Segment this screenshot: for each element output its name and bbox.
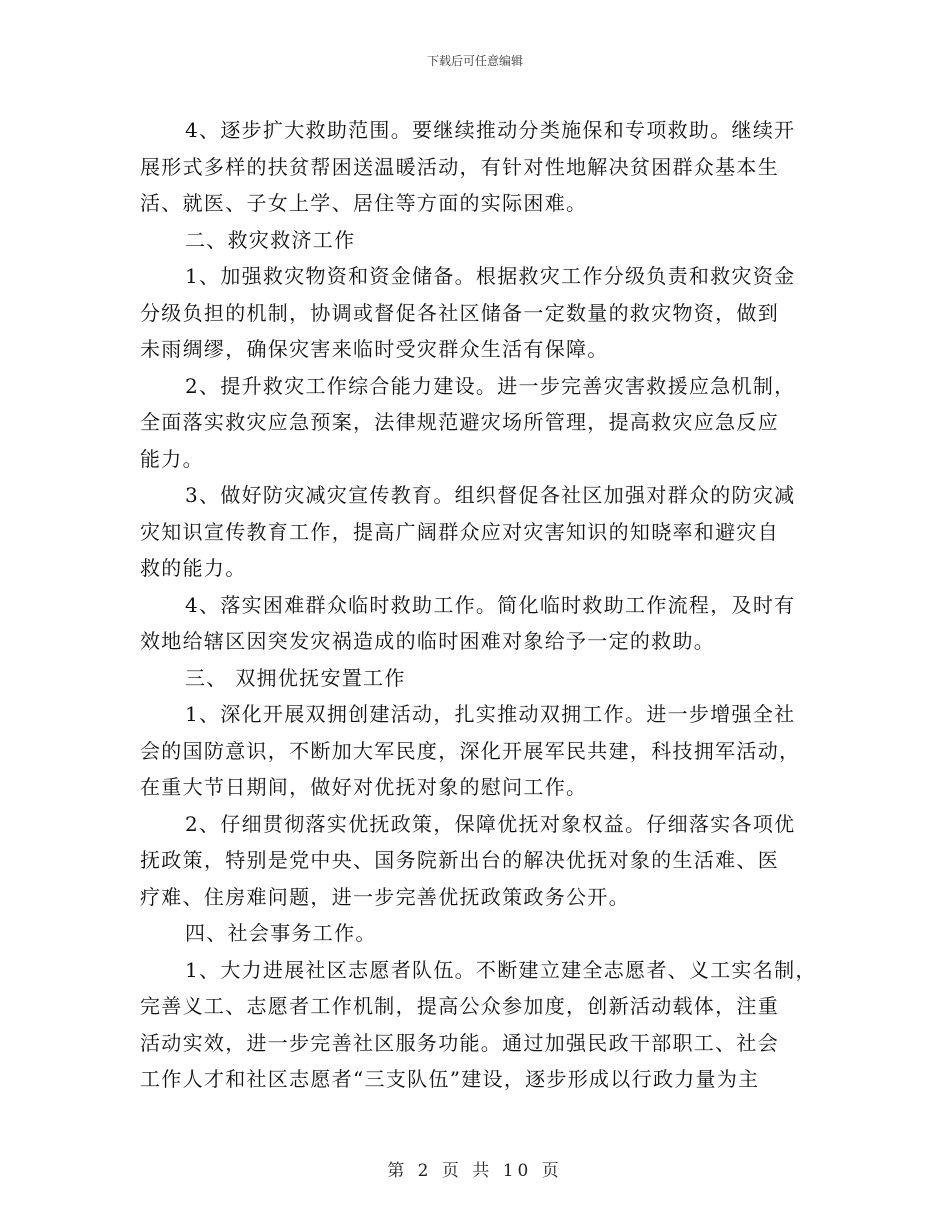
text-line: 4、落实困难群众临时救助工作。简化临时救助工作流程，及时有 <box>185 592 796 617</box>
page-number: 第 2 页 共 10 页 <box>387 1161 563 1181</box>
text-line: 1、加强救灾物资和资金储备。根据救灾工作分级负责和救灾资金 <box>185 264 796 288</box>
document-body <box>140 112 820 1098</box>
text-line: 抚政策，特别是党中央、国务院新出台的解决优抚对象的生活难、医 <box>140 848 779 872</box>
text-line: 疗难、住房难问题，进一步完善优抚政策政务公开。 <box>140 884 630 909</box>
text-line: 3、做好防灾减灾宣传教育。组织督促各社区加强对群众的防灾减 <box>185 483 796 507</box>
text-line: 效地给辖区因突发灾祸造成的临时困难对象给予一定的救助。 <box>140 629 716 653</box>
text-line: 1、深化开展双拥创建活动，扎实推动双拥工作。进一步增强全社 <box>185 702 796 726</box>
text-line: 未雨绸缪，确保灾害来临时受灾群众生活有保障。 <box>140 337 609 361</box>
text-line: 展形式多样的扶贫帮困送温暖活动，有针对性地解决贫困群众基本生 <box>140 154 779 179</box>
text-line: 工作人才和社区志愿者“三支队伍”建设，逐步形成以行政力量为主 <box>140 1067 760 1091</box>
text-line: 活动实效，进一步完善社区服务功能。通过加强民政干部职工、社会 <box>140 1030 779 1055</box>
text-line: 救的能力。 <box>140 556 247 580</box>
text-line: 三、 双拥优抚安置工作 <box>185 665 406 690</box>
text-line: 灾知识宣传教育工作，提高广阔群众应对灾害知识的知晓率和避灾自 <box>140 519 779 544</box>
text-line: 2、提升救灾工作综合能力建设。进一步完善灾害救援应急机制， <box>185 373 796 398</box>
text-line: 分级负担的机制，协调或督促各社区储备一定数量的救灾物资，做到 <box>140 300 779 325</box>
text-line: 完善义工、志愿者工作机制，提高公众参加度，创新活动载体，注重 <box>140 994 779 1018</box>
text-line: 在重大节日期间，做好对优抚对象的慰问工作。 <box>140 775 588 799</box>
text-line: 能力。 <box>140 446 204 471</box>
text-line: 活、就医、子女上学、居住等方面的实际困难。 <box>140 191 588 215</box>
text-line: 全面落实救灾应急预案，法律规范避灾场所管理，提高救灾应急反应 <box>140 410 779 434</box>
text-line: 2、仔细贯彻落实优抚政策，保障优抚对象权益。仔细落实各项优 <box>185 811 796 836</box>
text-line: 会的国防意识，不断加大军民度，深化开展军民共建，科技拥军活动， <box>140 738 801 763</box>
text-line: 二、救灾救济工作 <box>185 227 356 252</box>
text-line: 四、社会事务工作。 <box>185 921 377 945</box>
text-line: 4、逐步扩大救助范围。要继续推动分类施保和专项救助。继续开 <box>185 118 796 142</box>
page-header-note: 下载后可任意编辑 <box>426 54 523 68</box>
text-line: 1、大力进展社区志愿者队伍。不断建立建全志愿者、义工实名制， <box>185 957 817 982</box>
